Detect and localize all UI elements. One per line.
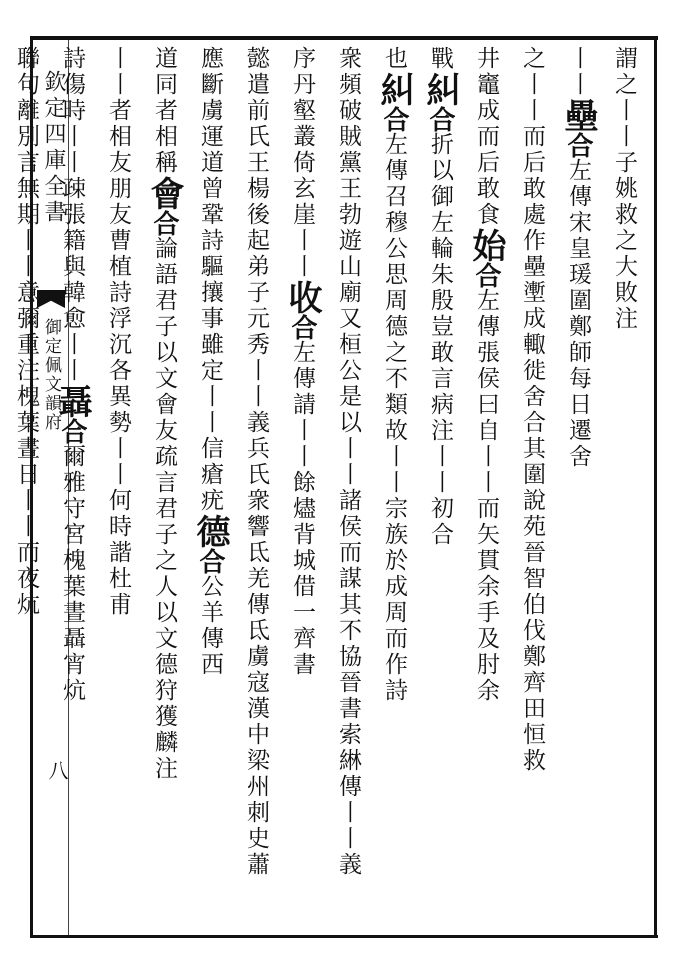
text-segment: 注槐葉晝日丨丨而夜炕	[13, 358, 39, 618]
text-segment: 詩傷時丨丨疎張籍與韓愈丨丨	[59, 46, 85, 384]
frame-top-border	[30, 36, 658, 40]
text-segment: 道同者相稱	[151, 46, 177, 176]
text-segment: 丨丨者相友	[105, 46, 131, 176]
headword: 糾	[420, 72, 460, 106]
text-segment: 左傳召穆公思周德之不類故丨丨宗族於成周而作詩	[381, 132, 407, 704]
text-segment: 左傳宋皇瑗圍鄭師每日遷舍	[565, 158, 591, 470]
text-segment: 謂之	[611, 46, 637, 98]
text-segment: 論語君子以文會友疏言君子之人以文德	[151, 236, 177, 678]
text-segment: 作壘壍成輙徙舍合其圍說苑晉智伯伐鄭齊田恒救	[519, 228, 545, 774]
text-segment: 之丨丨而后敢處	[519, 46, 545, 228]
book-title: 欽定四庫全書	[41, 70, 66, 226]
text-segment: 序丹壑叢倚玄崖丨丨	[289, 46, 315, 280]
text-segment: 聯句離別言無期丨丨意彌重	[13, 46, 39, 358]
headword-rhyme: 合	[563, 132, 593, 158]
text-segment: 左傳張侯曰自丨丨而矢貫余手及肘余	[473, 288, 499, 704]
headword: 收	[282, 280, 322, 314]
frame-bottom-border	[30, 935, 658, 938]
text-column	[325, 46, 371, 931]
text-column	[417, 46, 463, 931]
text-segment: 也	[381, 46, 407, 72]
text-column	[463, 46, 509, 931]
headword-rhyme: 合	[149, 210, 179, 236]
headword: 始	[466, 228, 506, 262]
text-segment: 戰	[427, 46, 453, 72]
text-column	[371, 46, 417, 931]
text-column	[141, 46, 187, 931]
headword-rhyme: 合	[287, 314, 317, 340]
frame-right-border	[654, 36, 657, 938]
text-column	[509, 46, 555, 931]
text-segment: 左傳請丨丨餘燼背城借一齊書	[289, 340, 315, 678]
text-column	[233, 46, 279, 931]
text-segment: 丨丨子姚救之大敗注	[611, 98, 637, 332]
text-segment: 井竈成而后敢食	[473, 46, 499, 228]
text-column	[95, 46, 141, 931]
text-segment: 狩獲麟注	[151, 678, 177, 782]
headword-rhyme: 合	[471, 262, 501, 288]
headword: 聶	[52, 384, 92, 418]
headword-rhyme: 合	[57, 418, 87, 444]
text-segment: 公羊傳西	[197, 574, 223, 678]
text-column	[3, 46, 49, 931]
headword: 德	[190, 514, 230, 548]
text-segment: 氐羌傳氐虜寇漢中梁州刺史蕭	[243, 540, 269, 878]
text-segment: 丨丨	[565, 46, 591, 98]
text-column	[279, 46, 325, 931]
headword: 糾	[374, 72, 414, 106]
headword: 壘	[558, 98, 598, 132]
headword-rhyme: 合	[195, 548, 225, 574]
text-segment: 朋友曹植詩浮沉各異勢丨丨何時諧杜甫	[105, 176, 131, 618]
text-column	[601, 46, 647, 931]
page-number: 八	[45, 760, 69, 780]
text-segment: 應斷虜運道曾鞏詩驅攘事雖定丨丨信瘡疣	[197, 46, 223, 514]
text-column	[555, 46, 601, 931]
volume-title: 御定佩文韻府	[41, 318, 61, 432]
headword: 會	[144, 176, 184, 210]
text-segment: 爾雅守宮槐葉晝聶宵炕	[59, 444, 85, 704]
headword-rhyme: 合	[379, 106, 409, 132]
text-segment: 折以御左輪朱殷豈敢言病注丨丨初合	[427, 132, 453, 548]
text-segment: 衆頻破賊黨王勃遊山廟	[335, 46, 361, 306]
text-column	[49, 46, 95, 931]
text-segment: 懿遣前氏王楊後起弟子元秀丨丨義兵氏衆響	[243, 46, 269, 540]
text-segment: 又桓公是以丨丨諸侯而謀其不協晉書索綝傳丨丨義	[335, 306, 361, 878]
text-column	[187, 46, 233, 931]
headword-rhyme: 合	[425, 106, 455, 132]
